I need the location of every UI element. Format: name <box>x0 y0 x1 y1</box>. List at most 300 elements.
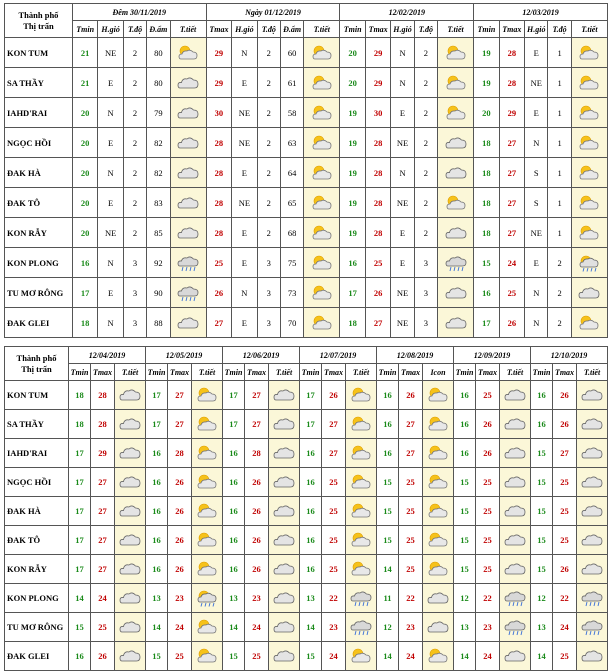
weather-cell <box>577 642 608 671</box>
sun-cloud-icon <box>196 531 218 549</box>
tmin-value: 21 <box>72 68 97 98</box>
cloud-icon <box>581 473 603 491</box>
city-name: TU MƠ RÔNG <box>5 278 73 308</box>
tmax-value: 23 <box>476 613 500 642</box>
tmin-value: 20 <box>72 188 97 218</box>
tmax-value: 26 <box>168 497 192 526</box>
column-header: T.độ <box>414 21 437 38</box>
weather-cell <box>438 128 474 158</box>
weather-cell <box>115 526 146 555</box>
weather-cell <box>577 613 608 642</box>
tmax-value: 26 <box>322 381 346 410</box>
tmin-value: 18 <box>474 128 499 158</box>
tmax-value: 24 <box>91 584 115 613</box>
sun-cloud-icon <box>196 415 218 433</box>
wind-speed: 3 <box>414 278 437 308</box>
cloud-icon <box>504 502 526 520</box>
tmax-value: 27 <box>245 381 269 410</box>
tmin-value: 16 <box>531 410 553 439</box>
tmax-value: 27 <box>91 497 115 526</box>
cloud-icon <box>427 589 449 607</box>
table-row <box>5 555 608 584</box>
column-header: Tmin <box>146 364 168 381</box>
city-name: NGỌC HỒI <box>5 128 73 158</box>
tmin-value: 16 <box>69 642 91 671</box>
weather-cell <box>269 381 300 410</box>
date-header: 12/05/2019 <box>146 347 223 364</box>
tmax-value: 28 <box>365 188 390 218</box>
wind-speed: 2 <box>257 38 280 68</box>
wind-direction: E <box>232 308 257 338</box>
wind-direction: E <box>98 68 123 98</box>
wind-direction: N <box>98 98 123 128</box>
cloud-icon <box>273 531 295 549</box>
tmin-value: 16 <box>300 555 322 584</box>
tmin-value: 17 <box>340 278 365 308</box>
sun-cloud-icon <box>427 647 449 665</box>
column-header: T.tiết <box>115 364 146 381</box>
cloud-icon <box>273 560 295 578</box>
tmin-value: 17 <box>69 439 91 468</box>
weather-cell <box>304 308 340 338</box>
sun-cloud-icon <box>427 444 449 462</box>
tmin-value: 19 <box>474 68 499 98</box>
tmin-value: 13 <box>454 613 476 642</box>
tmin-value: 16 <box>454 410 476 439</box>
sun-cloud-icon <box>311 284 333 302</box>
tmax-value: 26 <box>553 381 577 410</box>
humidity-value: 65 <box>280 188 303 218</box>
wind-direction: E <box>391 248 414 278</box>
tmax-value: 27 <box>322 439 346 468</box>
weather-cell <box>571 248 607 278</box>
wind-direction: NE <box>232 128 257 158</box>
weather-cell <box>438 68 474 98</box>
date-header: 12/09/2019 <box>454 347 531 364</box>
cloud-icon <box>273 473 295 491</box>
tmax-value: 24 <box>499 248 524 278</box>
wind-speed: 3 <box>257 248 280 278</box>
cloud-icon <box>445 314 467 332</box>
rain-cloud-icon <box>350 618 372 636</box>
humidity-value: 82 <box>147 128 170 158</box>
weather-cell <box>269 410 300 439</box>
wind-direction: N <box>98 248 123 278</box>
weather-cell <box>500 642 531 671</box>
date-header: 12/04/2019 <box>69 347 146 364</box>
sun-cloud-icon <box>196 502 218 520</box>
cloud-icon <box>177 224 199 242</box>
wind-direction: NE <box>98 218 123 248</box>
table-row <box>5 526 608 555</box>
cloud-icon <box>177 104 199 122</box>
tmax-value: 26 <box>206 278 231 308</box>
wind-speed: 3 <box>123 308 146 338</box>
tmax-value: 25 <box>553 642 577 671</box>
tmin-value: 13 <box>223 584 245 613</box>
tmin-value: 13 <box>300 584 322 613</box>
cloud-icon <box>177 134 199 152</box>
tmin-value: 17 <box>69 555 91 584</box>
weather-cell <box>192 613 223 642</box>
tmin-value: 12 <box>454 584 476 613</box>
tmax-value: 26 <box>476 410 500 439</box>
cloud-icon <box>445 134 467 152</box>
tmin-value: 15 <box>223 642 245 671</box>
weather-cell <box>170 38 206 68</box>
tmax-value: 28 <box>168 439 192 468</box>
wind-direction: E <box>525 248 548 278</box>
wind-direction: NE <box>391 188 414 218</box>
sun-cloud-icon <box>311 314 333 332</box>
tmin-value: 15 <box>377 497 399 526</box>
humidity-value: 90 <box>147 278 170 308</box>
tmin-value: 16 <box>300 526 322 555</box>
tmax-value: 27 <box>365 308 390 338</box>
weather-cell <box>304 218 340 248</box>
tmin-value: 15 <box>146 642 168 671</box>
weather-cell <box>438 98 474 128</box>
cloud-icon <box>273 415 295 433</box>
humidity-value: 83 <box>147 188 170 218</box>
weather-cell <box>577 439 608 468</box>
tmax-value: 24 <box>553 613 577 642</box>
sun-cloud-icon <box>427 531 449 549</box>
tmax-value: 27 <box>499 218 524 248</box>
column-header: Tmax <box>245 364 269 381</box>
wind-direction: S <box>525 188 548 218</box>
sun-cloud-icon <box>350 386 372 404</box>
wind-speed: 1 <box>548 68 571 98</box>
column-header: Tmin <box>300 364 322 381</box>
tmax-value: 23 <box>245 584 269 613</box>
sun-cloud-icon <box>350 560 372 578</box>
wind-direction: NE <box>391 128 414 158</box>
sun-cloud-icon <box>578 134 600 152</box>
wind-speed: 1 <box>548 158 571 188</box>
humidity-value: 88 <box>147 308 170 338</box>
tmax-value: 27 <box>322 410 346 439</box>
tmin-value: 20 <box>72 218 97 248</box>
cloud-icon <box>273 618 295 636</box>
weather-cell <box>170 248 206 278</box>
tmax-value: 25 <box>322 497 346 526</box>
tmax-value: 29 <box>365 68 390 98</box>
tmin-value: 13 <box>531 613 553 642</box>
sun-cloud-icon <box>427 415 449 433</box>
weather-cell <box>500 381 531 410</box>
city-header-line2: Thị trấn <box>21 363 52 374</box>
tmax-value: 25 <box>206 248 231 278</box>
cloud-icon <box>119 444 141 462</box>
cloud-icon <box>445 224 467 242</box>
weather-cell <box>115 410 146 439</box>
humidity-value: 58 <box>280 98 303 128</box>
tmin-value: 20 <box>340 68 365 98</box>
city-name: ĐAK HÀ <box>5 158 73 188</box>
tmax-value: 23 <box>322 613 346 642</box>
tmin-value: 15 <box>377 526 399 555</box>
tmin-value: 16 <box>223 439 245 468</box>
weather-cell <box>438 38 474 68</box>
column-header: Tmax <box>322 364 346 381</box>
sun-cloud-icon <box>311 104 333 122</box>
weather-cell <box>577 381 608 410</box>
weather-cell <box>423 439 454 468</box>
city-name: KON RẪY <box>5 555 69 584</box>
tmax-value: 27 <box>168 381 192 410</box>
tmin-value: 15 <box>531 555 553 584</box>
tmin-value: 14 <box>377 555 399 584</box>
column-header: H.gió <box>391 21 414 38</box>
tmin-value: 16 <box>146 439 168 468</box>
forecast-table-1 <box>4 3 608 338</box>
wind-speed: 2 <box>123 218 146 248</box>
weather-cell <box>269 439 300 468</box>
rain-cloud-icon <box>177 254 199 272</box>
column-header: T.tiết <box>304 21 340 38</box>
cloud-icon <box>177 74 199 92</box>
weather-cell <box>192 555 223 584</box>
column-header: T.tiết <box>170 21 206 38</box>
weather-cell <box>423 613 454 642</box>
tmin-value: 18 <box>69 410 91 439</box>
sun-cloud-icon <box>578 104 600 122</box>
city-name: KON TUM <box>5 381 69 410</box>
cloud-icon <box>119 473 141 491</box>
cloud-icon <box>273 386 295 404</box>
weather-cell <box>438 188 474 218</box>
city-name: KON TUM <box>5 38 73 68</box>
column-header: Tmin <box>377 364 399 381</box>
weather-cell <box>115 381 146 410</box>
tmin-value: 18 <box>474 158 499 188</box>
tmax-value: 28 <box>365 218 390 248</box>
weather-cell <box>423 526 454 555</box>
weather-cell <box>423 555 454 584</box>
wind-direction: E <box>232 68 257 98</box>
tmax-value: 29 <box>499 98 524 128</box>
tmin-value: 17 <box>474 308 499 338</box>
tmin-value: 18 <box>340 308 365 338</box>
weather-cell <box>269 468 300 497</box>
weather-cell <box>423 381 454 410</box>
tmax-value: 26 <box>168 555 192 584</box>
wind-speed: 2 <box>257 188 280 218</box>
weather-cell <box>500 497 531 526</box>
tmin-value: 16 <box>474 278 499 308</box>
weather-cell <box>423 497 454 526</box>
humidity-value: 85 <box>147 218 170 248</box>
humidity-value: 92 <box>147 248 170 278</box>
forecast-table-2 <box>4 346 608 671</box>
rain-cloud-icon <box>177 284 199 302</box>
city-name: KON RẪY <box>5 218 73 248</box>
column-header: Tmax <box>399 364 423 381</box>
date-header: Đêm 30/11/2019 <box>72 4 206 21</box>
cloud-icon <box>504 647 526 665</box>
humidity-value: 73 <box>280 278 303 308</box>
weather-cell <box>170 278 206 308</box>
wind-speed: 2 <box>123 98 146 128</box>
weather-cell <box>170 308 206 338</box>
sun-cloud-icon <box>311 74 333 92</box>
weather-cell <box>346 555 377 584</box>
wind-speed: 2 <box>257 128 280 158</box>
column-header: H.gió <box>232 21 257 38</box>
weather-cell <box>577 526 608 555</box>
cloud-icon <box>581 444 603 462</box>
humidity-value: 75 <box>280 248 303 278</box>
weather-cell <box>192 468 223 497</box>
city-name: IAHD'RAI <box>5 439 69 468</box>
cloud-icon <box>581 531 603 549</box>
sun-cloud-icon <box>350 531 372 549</box>
tmin-value: 14 <box>69 584 91 613</box>
tmax-value: 27 <box>553 439 577 468</box>
tmax-value: 25 <box>476 497 500 526</box>
tmax-value: 25 <box>499 278 524 308</box>
tmin-value: 17 <box>69 526 91 555</box>
weather-cell <box>170 158 206 188</box>
tmin-value: 18 <box>72 308 97 338</box>
wind-speed: 1 <box>548 218 571 248</box>
cloud-icon <box>119 502 141 520</box>
rain-sun-icon <box>578 254 600 272</box>
rain-cloud-icon <box>504 618 526 636</box>
city-name: KON PLONG <box>5 584 69 613</box>
humidity-value: 79 <box>147 98 170 128</box>
wind-direction: NE <box>525 218 548 248</box>
tmax-value: 26 <box>399 381 423 410</box>
cloud-icon <box>119 560 141 578</box>
tmax-value: 26 <box>553 410 577 439</box>
weather-cell <box>115 439 146 468</box>
tmax-value: 22 <box>553 584 577 613</box>
sun-cloud-icon <box>311 254 333 272</box>
tmax-value: 27 <box>91 468 115 497</box>
weather-cell <box>577 555 608 584</box>
tmax-value: 26 <box>245 526 269 555</box>
tmax-value: 28 <box>365 158 390 188</box>
tmax-value: 27 <box>499 158 524 188</box>
tmin-value: 14 <box>377 642 399 671</box>
weather-cell <box>577 410 608 439</box>
wind-speed: 2 <box>414 128 437 158</box>
weather-cell <box>500 468 531 497</box>
weather-cell <box>304 188 340 218</box>
column-header: T.tiết <box>577 364 608 381</box>
wind-speed: 3 <box>123 278 146 308</box>
weather-cell <box>346 642 377 671</box>
tmax-value: 25 <box>553 526 577 555</box>
wind-direction: E <box>232 218 257 248</box>
tmin-value: 16 <box>146 555 168 584</box>
sun-cloud-icon <box>578 44 600 62</box>
tmax-value: 30 <box>365 98 390 128</box>
tmax-value: 25 <box>399 526 423 555</box>
tmax-value: 27 <box>245 410 269 439</box>
tmax-value: 23 <box>399 613 423 642</box>
table-row <box>5 439 608 468</box>
cloud-icon <box>504 473 526 491</box>
weather-cell <box>115 584 146 613</box>
tmin-value: 16 <box>377 410 399 439</box>
rain-cloud-icon <box>581 589 603 607</box>
date-header: 12/10/2019 <box>531 347 608 364</box>
wind-speed: 3 <box>257 308 280 338</box>
sun-cloud-icon <box>350 647 372 665</box>
tmin-value: 12 <box>377 613 399 642</box>
tmax-value: 28 <box>245 439 269 468</box>
humidity-value: 80 <box>147 38 170 68</box>
sun-cloud-icon <box>311 194 333 212</box>
column-header: Icon <box>423 364 454 381</box>
humidity-value: 82 <box>147 158 170 188</box>
wind-speed: 2 <box>123 68 146 98</box>
sun-cloud-icon <box>311 164 333 182</box>
sun-cloud-icon <box>427 386 449 404</box>
wind-direction: N <box>525 308 548 338</box>
tmin-value: 16 <box>300 439 322 468</box>
weather-cell <box>571 158 607 188</box>
sun-cloud-icon <box>445 44 467 62</box>
weather-cell <box>500 439 531 468</box>
weather-cell <box>269 555 300 584</box>
wind-direction: N <box>391 38 414 68</box>
column-header: Tmax <box>365 21 390 38</box>
sun-cloud-icon <box>578 224 600 242</box>
wind-direction: E <box>232 158 257 188</box>
wind-speed: 2 <box>414 38 437 68</box>
weather-cell <box>115 468 146 497</box>
tmin-value: 15 <box>454 497 476 526</box>
date-header: 12/03/2019 <box>474 4 608 21</box>
table-row <box>5 381 608 410</box>
tmax-value: 26 <box>499 308 524 338</box>
cloud-icon <box>177 314 199 332</box>
tmin-value: 16 <box>223 497 245 526</box>
tmin-value: 17 <box>300 410 322 439</box>
cloud-icon <box>581 560 603 578</box>
column-header: T.tiết <box>269 364 300 381</box>
tmax-value: 30 <box>206 98 231 128</box>
tmin-value: 15 <box>474 248 499 278</box>
cloud-icon <box>581 502 603 520</box>
city-name: TU MƠ RÔNG <box>5 613 69 642</box>
column-header: Tmin <box>454 364 476 381</box>
tmin-value: 20 <box>72 158 97 188</box>
wind-speed: 2 <box>414 68 437 98</box>
tmin-value: 15 <box>69 613 91 642</box>
weather-cell <box>438 218 474 248</box>
weather-cell <box>346 584 377 613</box>
table-row <box>5 278 608 308</box>
tmin-value: 17 <box>146 381 168 410</box>
cloud-icon <box>504 415 526 433</box>
sun-cloud-icon <box>578 194 600 212</box>
weather-cell <box>571 98 607 128</box>
tmax-value: 22 <box>322 584 346 613</box>
wind-speed: 2 <box>257 68 280 98</box>
wind-direction: NE <box>525 68 548 98</box>
tmin-value: 16 <box>223 526 245 555</box>
wind-direction: NE <box>232 188 257 218</box>
weather-cell <box>192 642 223 671</box>
wind-speed: 3 <box>414 308 437 338</box>
cloud-icon <box>119 618 141 636</box>
wind-direction: E <box>98 188 123 218</box>
